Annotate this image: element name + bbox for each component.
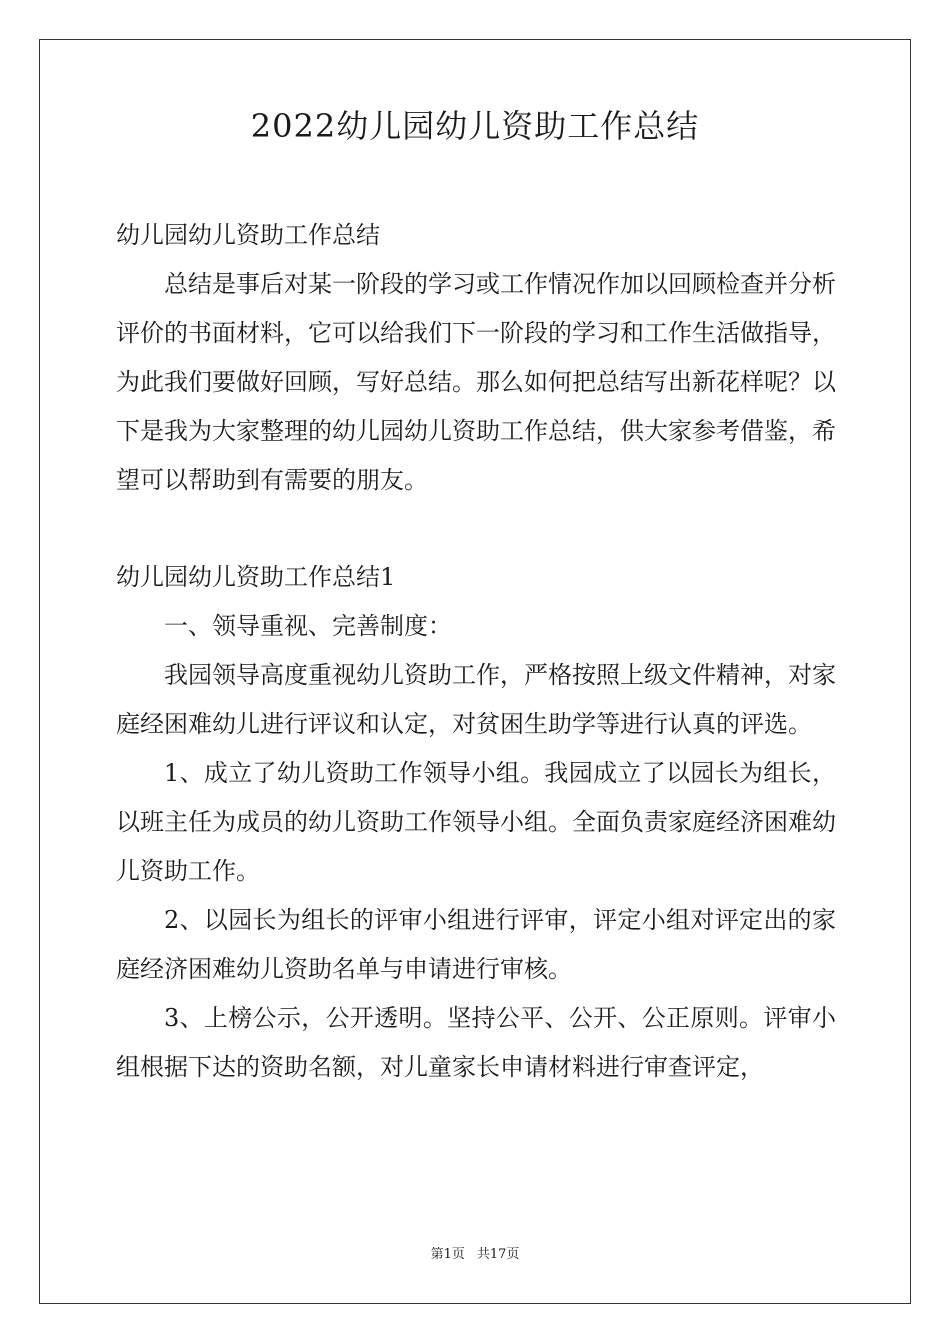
- page-number: 第1页: [430, 1247, 465, 1262]
- body-paragraph: 1、成立了幼儿资助工作领导小组。我园成立了以园长为组长，以班主任为成员的幼儿资助工作领导小组。全面负责家庭经济困难幼儿资助工作。: [116, 759, 836, 885]
- document-body: [116, 211, 836, 1092]
- section-heading: 幼儿园幼儿资助工作总结1: [116, 563, 396, 591]
- body-paragraph: 3、上榜公示，公开透明。坚持公平、公开、公正原则。评审小组根据下达的资助名额，对儿童家长申请材料进行审查评定，: [116, 1004, 836, 1081]
- paragraph-gap: [116, 505, 836, 553]
- page-footer: [0, 1245, 950, 1265]
- body-paragraph: 我园领导高度重视幼儿资助工作，严格按照上级文件精神，对家庭经困难幼儿进行评议和认定，对贫困生助学等进行认真的评选。: [116, 661, 836, 738]
- document-title: 2022幼儿园幼儿资助工作总结: [250, 107, 700, 145]
- page-total: 共17页: [476, 1247, 520, 1262]
- body-paragraph: 2、以园长为组长的评审小组进行评审，评定小组对评定出的家庭经济困难幼儿资助名单与申请进行审核。: [116, 906, 836, 983]
- subtitle: 幼儿园幼儿资助工作总结: [116, 221, 380, 249]
- point-heading: 一、领导重视、完善制度：: [164, 612, 452, 640]
- intro-paragraph: 总结是事后对某一阶段的学习或工作情况作加以回顾检查并分析评价的书面材料，它可以给我们下一阶段的学习和工作生活做指导，为此我们要做好回顾，写好总结。那么如何把总结写出新花样呢？以下是我为大家整理的幼儿园幼儿资助工作总结，供大家参考借鉴，希望可以帮助到有需要的朋友。: [116, 270, 836, 494]
